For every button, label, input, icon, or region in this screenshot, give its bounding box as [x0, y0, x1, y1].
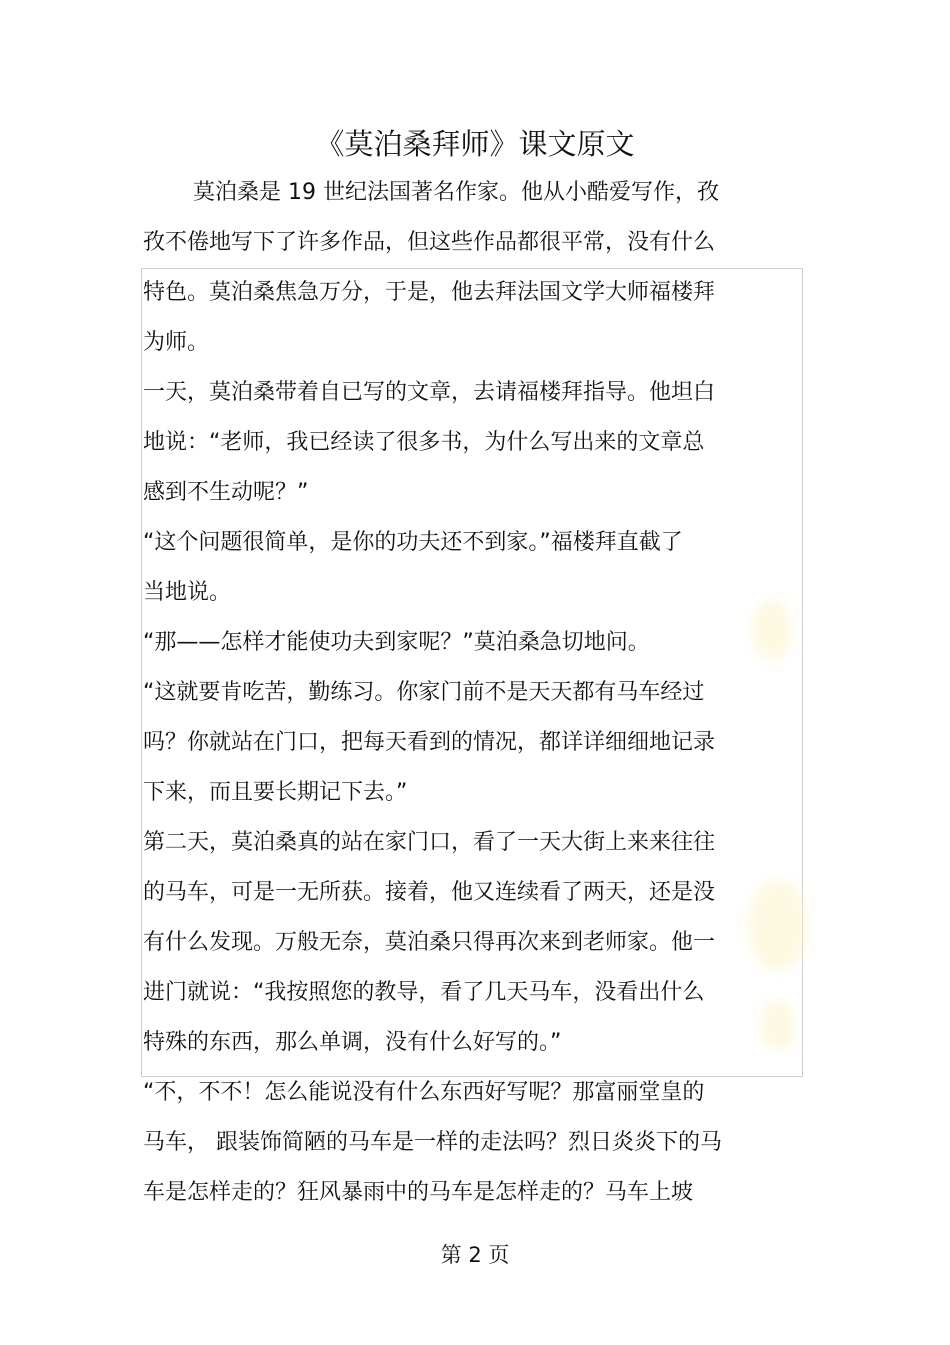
text-line: 特色。莫泊桑焦急万分，于是，他去拜法国文学大师福楼拜	[143, 280, 716, 305]
text-line: 特殊的东西，那么单调，没有什么好写的。”	[143, 1030, 562, 1055]
text-line: 当地说。	[143, 580, 232, 605]
text-line: “那——怎样才能使功夫到家呢？”莫泊桑急切地问。	[143, 630, 650, 655]
text-line: 一天，莫泊桑带着自已写的文章，去请福楼拜指导。他坦白	[143, 380, 716, 405]
text-line: 第二天，莫泊桑真的站在家门口，看了一天大街上来来往往	[143, 830, 716, 855]
text-line: 的马车，可是一无所获。接着，他又连续看了两天，还是没	[143, 880, 716, 905]
text-line: 进门就说：“我按照您的教导，看了几天马车，没看出什么	[143, 980, 705, 1005]
page-number: 第 2 页	[440, 1243, 510, 1267]
text-line: 为师。	[143, 330, 210, 355]
text-line: 车是怎样走的？狂风暴雨中的马车是怎样走的？马车上坡	[143, 1180, 694, 1205]
text-line: 感到不生动呢？”	[143, 480, 309, 505]
text-line: “这就要肯吃苦，勤练习。你家门前不是天天都有马车经过	[143, 680, 705, 705]
text-line: “这个问题很简单，是你的功夫还不到家。”福楼拜直截了	[143, 530, 683, 555]
background-smudge	[752, 600, 792, 660]
background-smudge	[760, 1000, 795, 1050]
document-title: 《莫泊桑拜师》课文原文	[315, 127, 635, 161]
text-line: 吗？你就站在门口，把每天看到的情况，都详详细细地记录	[143, 730, 716, 755]
text-line: 下来，而且要长期记下去。”	[143, 780, 408, 805]
text-line: 地说：“老师，我已经读了很多书，为什么写出来的文章总	[143, 430, 705, 455]
text-line: 有什么发现。万般无奈，莫泊桑只得再次来到老师家。他一	[143, 930, 716, 955]
background-smudge	[748, 880, 808, 970]
text-line: 马车， 跟装饰简陋的马车是一样的走法吗？烈日炎炎下的马	[143, 1130, 722, 1155]
text-line: 孜不倦地写下了许多作品，但这些作品都很平常，没有什么	[143, 230, 716, 255]
text-line: “不，不不！怎么能说没有什么东西好写呢？那富丽堂皇的	[143, 1080, 705, 1105]
text-line: 莫泊桑是 19 世纪法国著名作家。他从小酷爱写作，孜	[193, 180, 719, 205]
